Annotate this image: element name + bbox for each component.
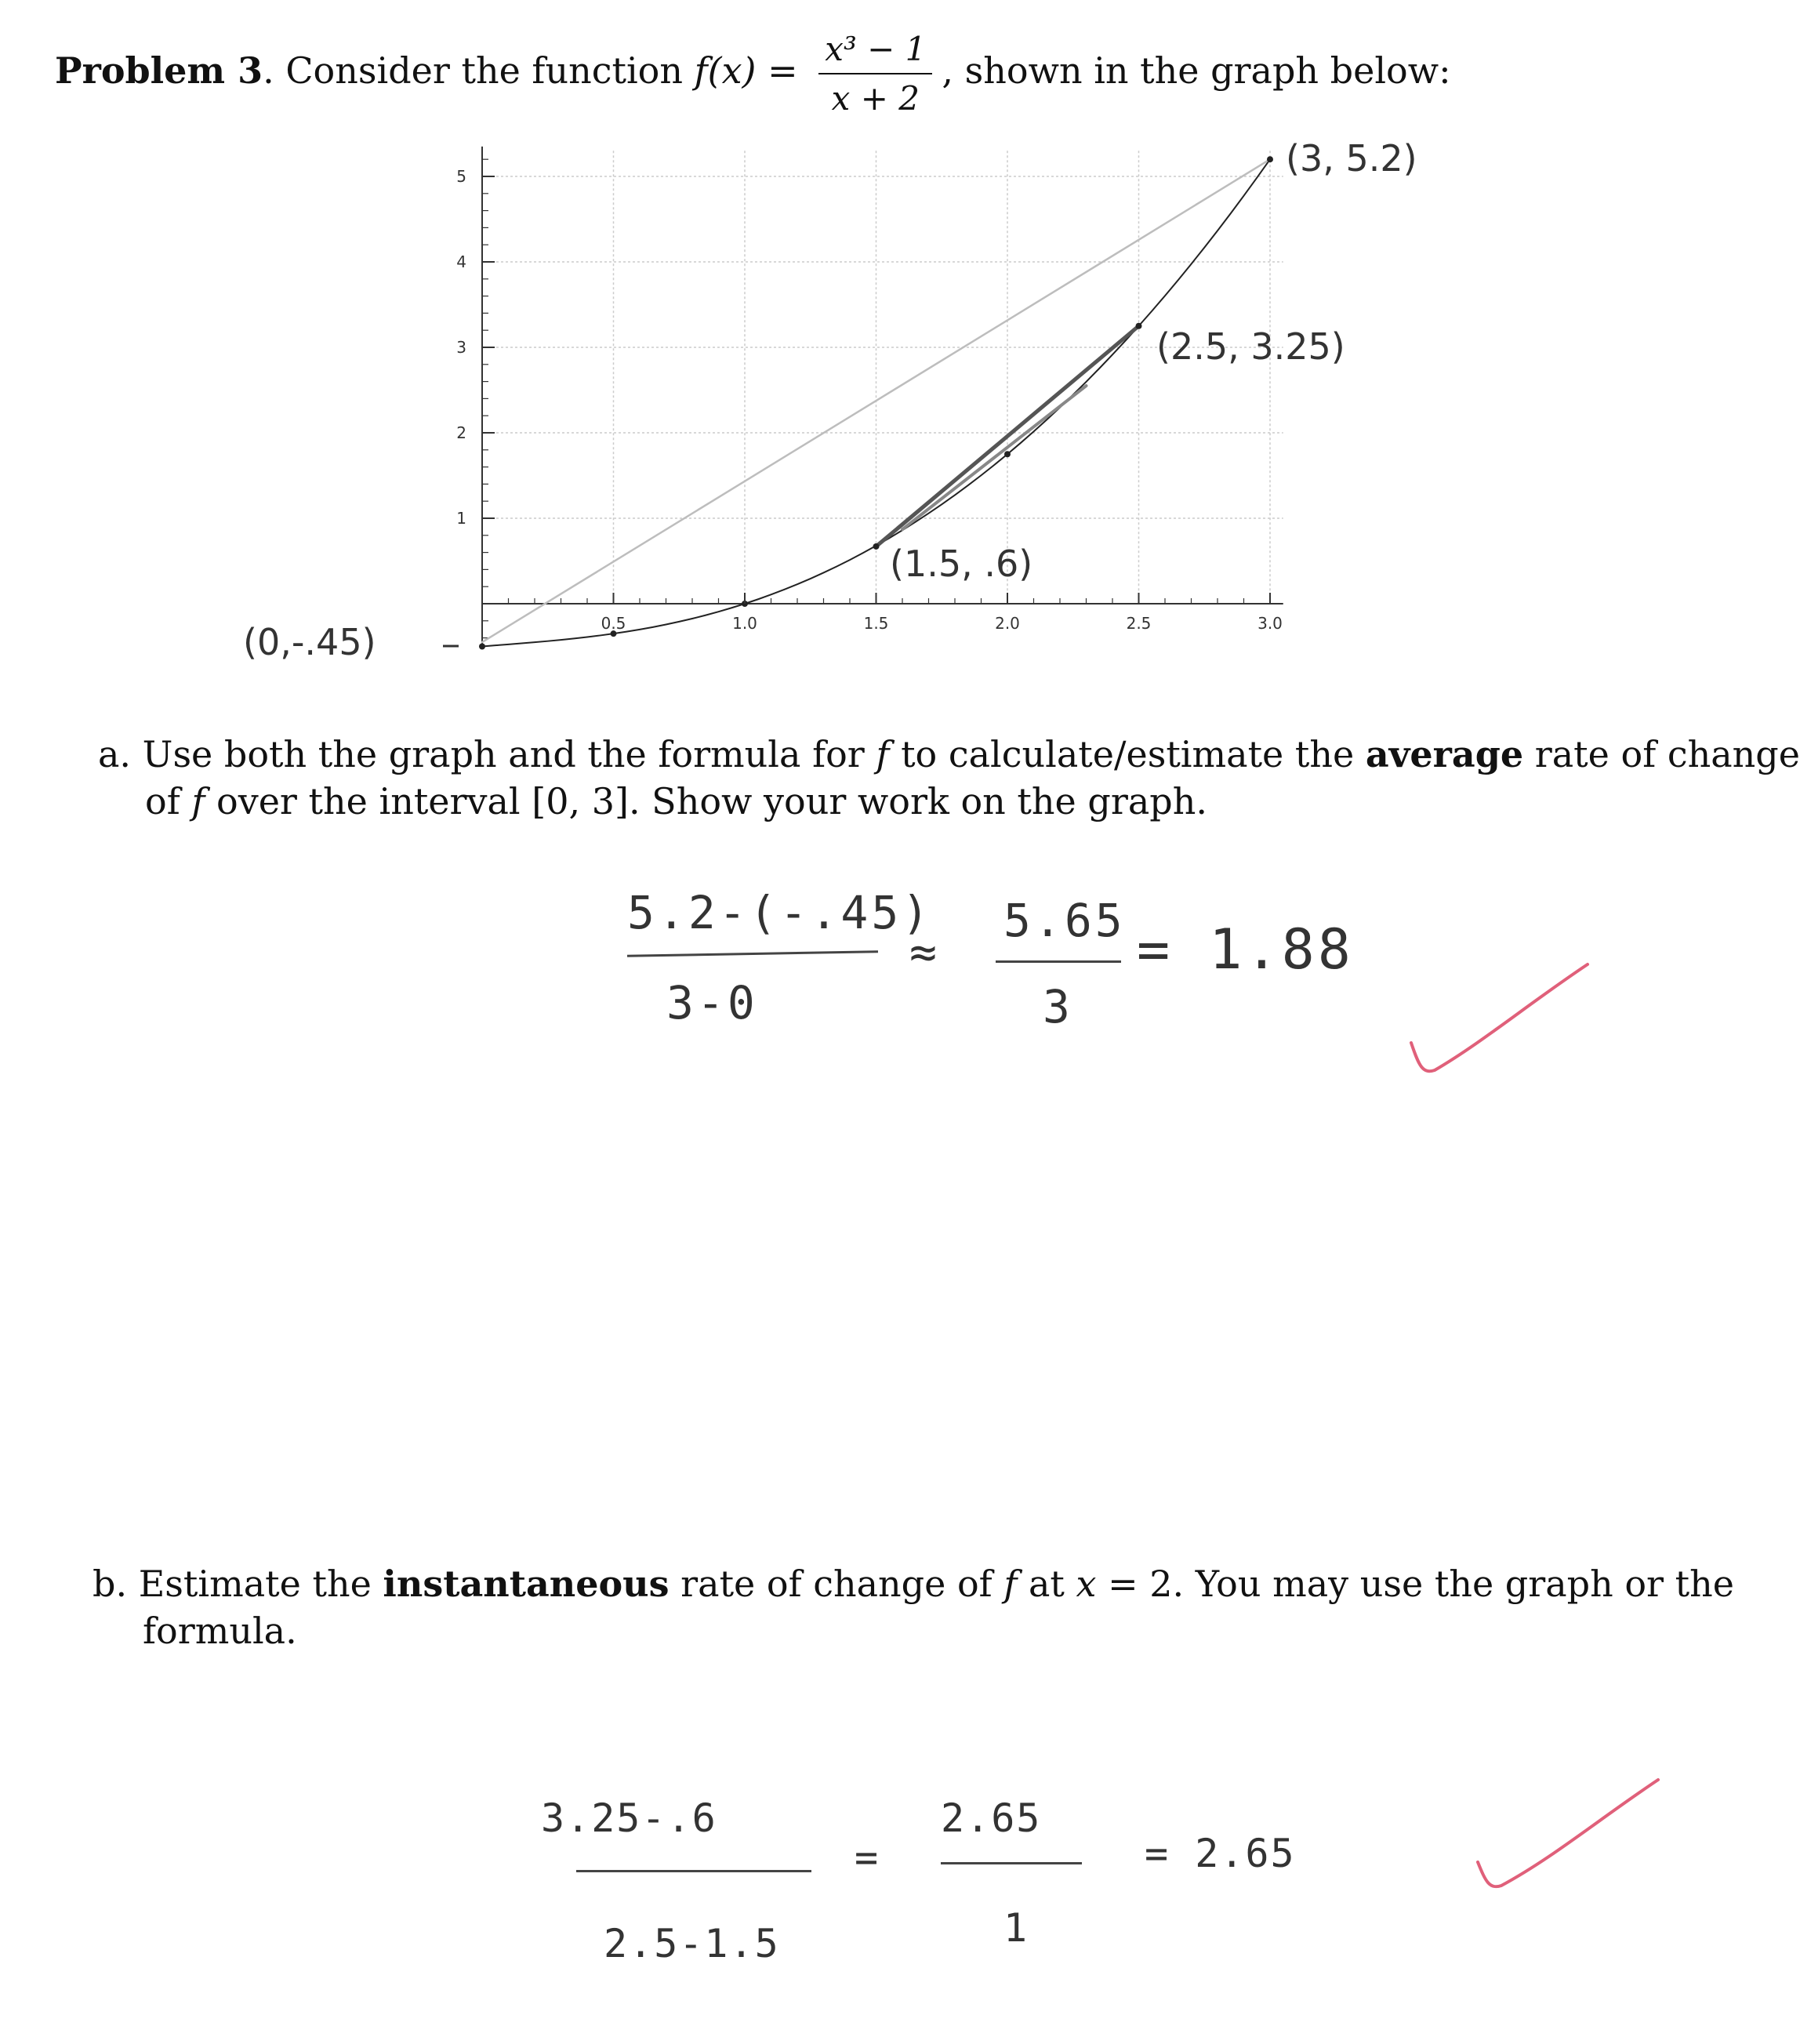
part-a-work-eq: ≈	[909, 925, 940, 978]
x-tick-label: 0.5	[601, 614, 626, 633]
part-a-question-line2	[145, 778, 1207, 825]
y-tick-label: 5	[456, 167, 466, 186]
part-b-work-numerator2: 2.65	[941, 1795, 1042, 1841]
part-a-question	[98, 731, 1800, 778]
check-mark-b-icon	[1466, 1772, 1670, 1905]
part-b-work-denominator: 2.5-1.5	[604, 1921, 780, 1966]
part-b-bold: instantaneous	[383, 1563, 670, 1605]
y-tick-label: 2	[456, 423, 466, 442]
data-point	[873, 543, 880, 550]
part-b-x: x	[1076, 1563, 1097, 1605]
part-a-f: f	[876, 733, 890, 775]
tangent-at-2	[902, 386, 1087, 529]
part-b-work-bar	[576, 1870, 811, 1872]
problem-text-after: , shown in the graph below:	[942, 49, 1451, 92]
part-a-work-bar2	[996, 960, 1121, 963]
function-name: f(x) =	[694, 49, 798, 92]
y-tick-label: 3	[456, 338, 466, 357]
graph-grid	[482, 151, 1283, 604]
problem-text-before: . Consider the function	[263, 49, 683, 92]
part-a-label: a.	[98, 733, 132, 775]
function-denominator: x + 2	[831, 79, 920, 118]
part-b-label: b.	[93, 1563, 128, 1605]
graph-ticks	[456, 167, 1283, 633]
data-point	[479, 644, 485, 650]
check-mark-icon	[1395, 957, 1599, 1090]
data-point	[1136, 323, 1142, 329]
data-point	[1267, 156, 1273, 162]
part-b-pre: Estimate the	[138, 1563, 372, 1605]
x-tick-label: 1.0	[732, 614, 757, 633]
part-a-work-bar	[627, 950, 878, 957]
function-numerator: x³ − 1	[825, 30, 927, 68]
part-a-line1-mid: to calculate/estimate the	[901, 733, 1355, 775]
y-tick-label: 4	[456, 252, 466, 271]
part-b-work-eq: =	[855, 1835, 880, 1880]
x-tick-label: 2.5	[1126, 614, 1152, 633]
part-b-line2: formula.	[143, 1610, 297, 1652]
problem-label: Problem 3	[55, 49, 263, 92]
part-a-work-denominator2: 3	[1043, 980, 1073, 1033]
part-a-line2-pre: of	[145, 780, 180, 822]
function-graph	[0, 0, 1752, 706]
part-b-eq: = 2. You may use the graph or the	[1108, 1563, 1734, 1605]
x-tick-label: 3.0	[1257, 614, 1283, 633]
part-a-f2: f	[191, 780, 205, 822]
graph-series	[443, 156, 1273, 649]
annotation-2.5-3.25: (2.5, 3.25)	[1156, 325, 1345, 368]
part-a-line1-pre: Use both the graph and the formula for	[142, 733, 865, 775]
part-a-line1-post: rate of change	[1534, 733, 1800, 775]
part-b-f: f	[1003, 1563, 1018, 1605]
part-a-bold: average	[1365, 733, 1524, 775]
part-a-work-numerator: 5.2-(-.45)	[627, 886, 933, 939]
part-b-question	[93, 1560, 1734, 1607]
part-a-work-denominator: 3-0	[666, 976, 758, 1029]
x-tick-label: 1.5	[863, 614, 889, 633]
part-b-work-result: = 2.65	[1145, 1831, 1296, 1876]
annotation-0-neg0.45: (0,-.45)	[243, 621, 376, 663]
part-a-work-result: = 1.88	[1137, 917, 1354, 982]
annotation-1.5-0.6: (1.5, .6)	[890, 543, 1033, 585]
part-b-post: rate of change of	[680, 1563, 993, 1605]
part-b-work-denominator2: 1	[1003, 1905, 1029, 1951]
part-b-work-numerator: 3.25-.6	[541, 1795, 717, 1841]
part-a-work-numerator2: 5.65	[1003, 894, 1126, 947]
y-tick-label: 1	[456, 509, 466, 528]
x-tick-label: 2.0	[995, 614, 1020, 633]
part-b-at: at	[1028, 1563, 1065, 1605]
graph-annotations	[243, 137, 1417, 663]
data-point	[1004, 451, 1011, 457]
part-b-work-bar2	[941, 1862, 1082, 1864]
part-a-line2-post: over the interval [0, 3]. Show your work on the graph.	[216, 780, 1207, 822]
annotation-3-5.2: (3, 5.2)	[1286, 137, 1417, 180]
